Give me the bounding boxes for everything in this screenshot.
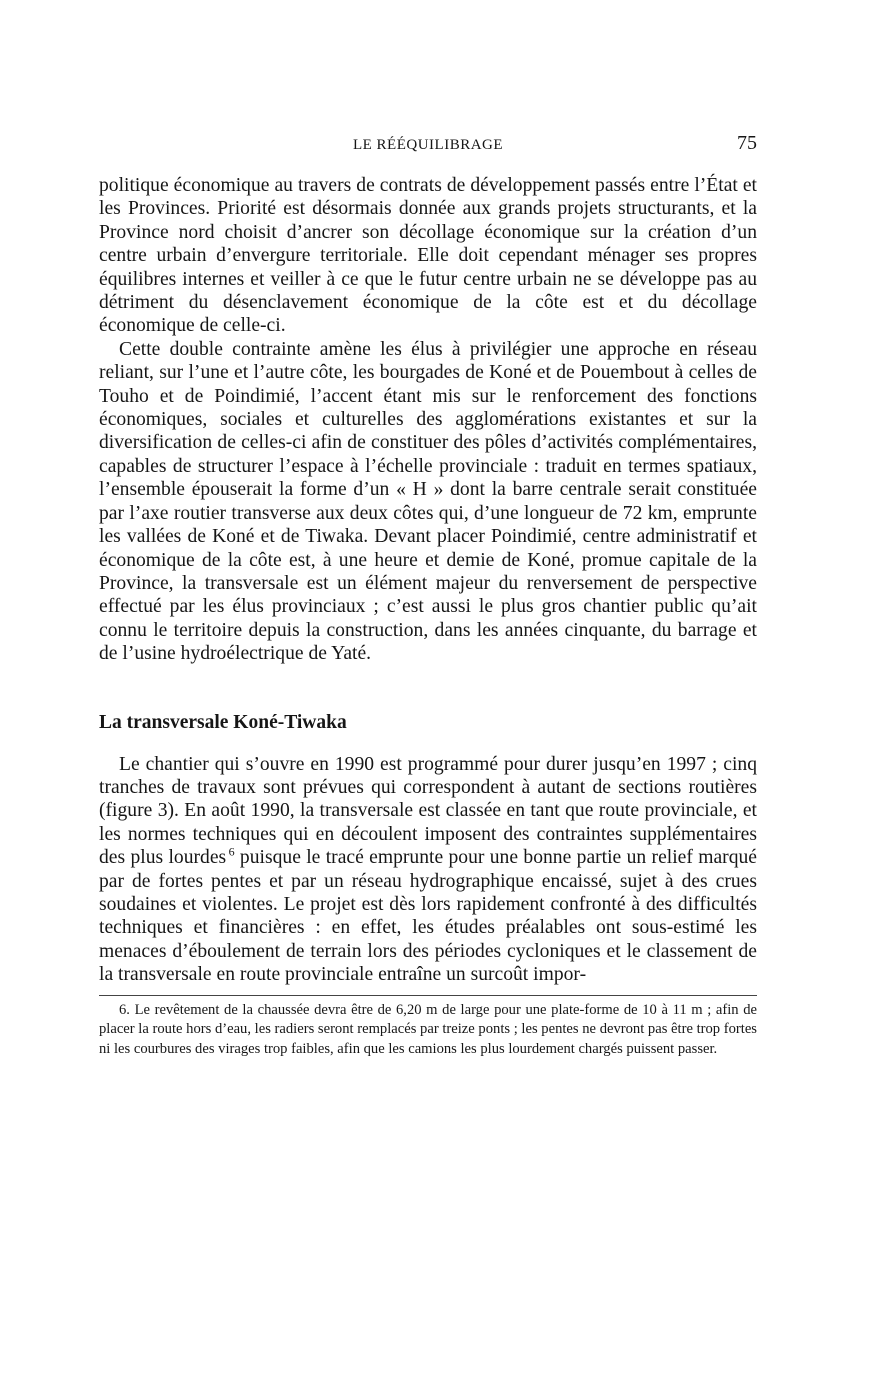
paragraph-text-before-note: Le chantier qui s’ouvre en 1990 est programmé pour durer jusqu’en 1997 ; cinq tranches de travaux sont prévues qui correspondent à autant de sections routières (figure 3). En août 1990, la transversale est classée en tant que route provinciale, et les normes techniques qui en découlent imposent des contraintes supplémentaires des plus lourdes [99,753,757,869]
footnote-6: 6. Le revêtement de la chaussée devra être de 6,20 m de large pour une plate-forme de 10 à 11 m ; afin de placer la route hors d’eau, les radiers seront remplacés par treize ponts ; les pentes ne devront pas être trop fortes ni les courbures des virages trop faibles, afin que les camions les plus lourdement chargés puissent passer. [99,1001,757,1057]
footnote-divider [99,995,757,996]
paragraph-construction [99,753,757,987]
page-number: 75 [737,132,757,154]
section-heading: La transversale Koné-Tiwaka [99,711,347,733]
paragraph-text-after-note: puisque le tracé emprunte pour une bonne partie un relief marqué par de fortes pentes et par un réseau hydrographique encaissé, sujet à des crues soudaines et violentes. Le projet est dès lors rapidement confronté à des difficultés techniques et financières : en effet, les études préalables ont sous-estimé les menaces d’éboulement de terrain lors des périodes cycloniques et le classement de la transversale en route provinciale entraîne un surcoût impor- [99,847,757,986]
running-head [99,132,757,158]
footnote-reference: 6 [228,844,235,859]
paragraph-continued: politique économique au travers de contrats de développement passés entre l’État et les Provinces. Priorité est désormais donnée aux grands projets structurants, et la Province nord choisit d’ancrer son décollage économique sur la création d’un centre urbain d’envergure territoriale. Elle doit cependant ménager ses propres équilibres internes et veiller à ce que le futur centre urbain ne se développe pas au détriment du désenclavement économique de la côte est et du décollage économique de celle-ci. [99,175,757,337]
book-page [99,132,757,1059]
running-title: LE RÉÉQUILIBRAGE [352,137,504,153]
body-text [99,174,757,987]
paragraph-network-approach: Cette double contrainte amène les élus à privilégier une approche en réseau reliant, sur l’une et l’autre côte, les bourgades de Koné et de Pouembout à celles de Touho et de Poindimié, l’accent étant mis sur le renforcement des fonctions économiques, sociales et culturelles des agglomérations existantes et sur la diversification de celles-ci afin de constituer des pôles d’activités complémentaires, capables de structurer l’espace à l’échelle provinciale : traduit en termes spatiaux, l’ensemble épouserait la forme d’un « H » dont la barre centrale serait constituée par l’axe routier transverse aux deux côtes qui, d’une longueur de 72 km, emprunte les vallées de Koné et de Tiwaka. Devant placer Poindimié, centre administratif et économique de la côte est, à une heure et demie de Koné, promue capitale de la Province, la transversale est un élément majeur du renversement de perspective effectué par les élus provinciaux ; c’est aussi le plus gros chantier public qu’ait connu le territoire depuis la construction, dans les années cinquante, du barrage et de l’usine hydroélectrique de Yaté. [99,338,757,665]
